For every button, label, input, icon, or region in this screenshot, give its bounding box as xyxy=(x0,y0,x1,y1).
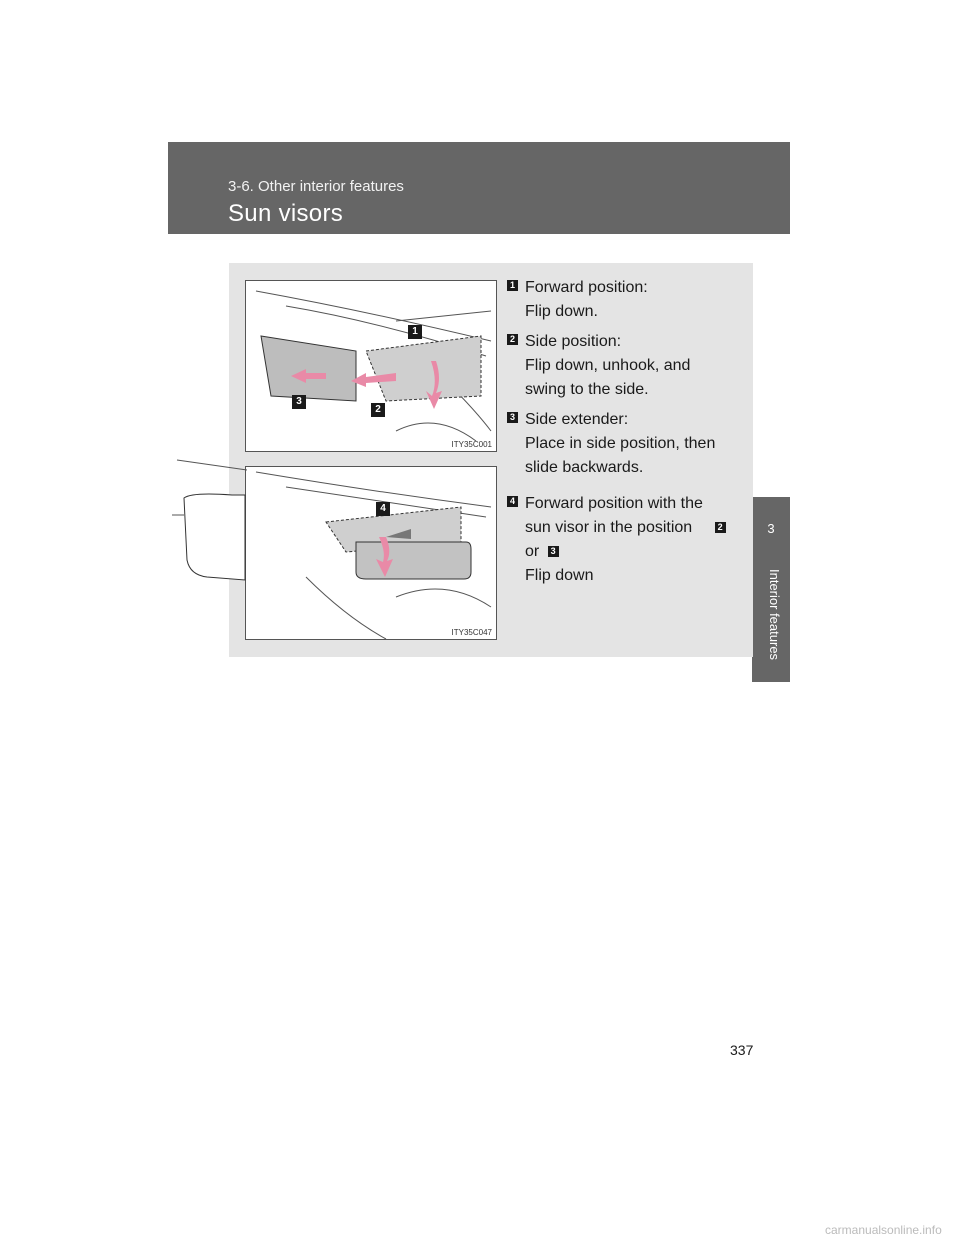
step-line xyxy=(525,540,747,564)
figure-code: ITY35C001 xyxy=(451,440,492,449)
step-line: Place in side position, then xyxy=(525,435,716,452)
step-badge: 2 xyxy=(507,334,518,345)
callout-badge-1: 1 xyxy=(408,325,422,339)
illustration-visor-side xyxy=(246,281,496,451)
chapter-number: 3 xyxy=(767,521,775,536)
step-badge: 3 xyxy=(507,412,518,423)
step-item xyxy=(507,408,747,480)
figure-forward-visor xyxy=(245,466,497,640)
step-badge: 4 xyxy=(507,496,518,507)
step-line: Forward position with the xyxy=(525,495,703,512)
step-line: Flip down, unhook, and xyxy=(525,357,691,374)
step-line-text: sun visor in the position xyxy=(525,519,693,536)
step-line: swing to the side. xyxy=(525,381,649,398)
step-item xyxy=(507,330,747,402)
step-line: slide backwards. xyxy=(525,459,644,476)
step-line: Flip down. xyxy=(525,303,598,320)
callout-badge-4: 4 xyxy=(376,502,390,516)
illustration-visor-outline xyxy=(172,440,247,585)
inline-badge: 3 xyxy=(548,546,559,557)
step-item xyxy=(507,276,747,324)
page-title: Sun visors xyxy=(228,200,344,227)
chapter-tab xyxy=(752,497,790,682)
page-header xyxy=(168,142,790,234)
step-badge: 1 xyxy=(507,280,518,291)
section-label: 3-6. Other interior features xyxy=(228,178,404,195)
illustration-visor-forward xyxy=(246,467,496,639)
figure-side-visor xyxy=(245,280,497,452)
callout-badge-2: 2 xyxy=(371,403,385,417)
page-number: 337 xyxy=(730,1042,754,1058)
step-line: Flip down xyxy=(525,567,594,584)
chapter-label: Interior features xyxy=(767,569,782,661)
step-line-text: or xyxy=(525,543,540,560)
callout-badge-3: 3 xyxy=(292,395,306,409)
figure-code: ITY35C047 xyxy=(451,628,492,637)
step-line xyxy=(525,516,747,540)
inline-badge: 2 xyxy=(715,522,726,533)
watermark: carmanualsonline.info xyxy=(825,1223,942,1237)
step-list xyxy=(507,276,747,594)
step-line: Side position: xyxy=(525,333,622,350)
step-item xyxy=(507,492,747,588)
step-line: Side extender: xyxy=(525,411,629,428)
step-line: Forward position: xyxy=(525,279,648,296)
